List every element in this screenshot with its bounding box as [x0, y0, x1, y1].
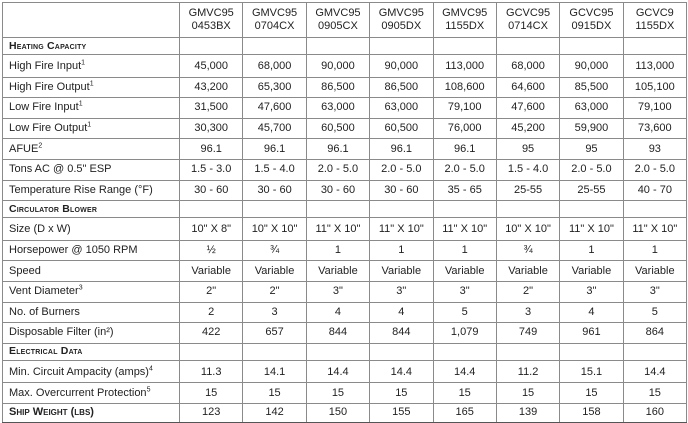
table-row [3, 360, 687, 383]
value-cell: 14.4 [433, 360, 496, 383]
table-row [3, 118, 687, 139]
section-header-cell [180, 343, 243, 360]
value-cell: 2" [180, 281, 243, 302]
value-cell: 3 [496, 302, 559, 323]
value-cell: 11" X 10" [433, 218, 496, 241]
value-cell: 1.5 - 4.0 [243, 159, 306, 180]
value-cell: Variable [560, 261, 623, 282]
value-cell: 5 [623, 302, 686, 323]
row-label-cell [3, 118, 180, 139]
value-cell: 15 [243, 383, 306, 404]
section-header-cell [370, 38, 433, 55]
table-row [3, 281, 687, 302]
row-label-cell [3, 323, 180, 344]
section-header-cell [306, 38, 369, 55]
value-cell: 47,600 [243, 98, 306, 119]
value-cell: 85,500 [560, 77, 623, 98]
value-cell: 96.1 [243, 139, 306, 160]
footnote-marker: 5 [146, 385, 151, 393]
row-label: Tons AC @ 0.5" ESP [9, 163, 112, 176]
value-cell: 4 [306, 302, 369, 323]
value-cell: 2" [243, 281, 306, 302]
value-cell: 79,100 [433, 98, 496, 119]
value-cell: 31,500 [180, 98, 243, 119]
value-cell: 10" X 10" [243, 218, 306, 241]
value-cell: 2.0 - 5.0 [370, 159, 433, 180]
table-row [3, 240, 687, 261]
value-cell: 3 [243, 302, 306, 323]
value-cell: 5 [433, 302, 496, 323]
value-cell: 15 [306, 383, 369, 404]
ship-weight-label: Ship Weight (lbs) [3, 403, 180, 422]
section-header-cell [623, 38, 686, 55]
value-cell: 3" [433, 281, 496, 302]
table-row [3, 77, 687, 98]
row-label: Temperature Rise Range (°F) [9, 183, 153, 196]
value-cell: 1,079 [433, 323, 496, 344]
value-cell: 15.1 [560, 360, 623, 383]
footnote-marker: 3 [78, 284, 83, 292]
value-cell: Variable [180, 261, 243, 282]
value-cell: 96.1 [370, 139, 433, 160]
model-header: GMVC95 1155DX [433, 3, 496, 38]
value-cell: 15 [433, 383, 496, 404]
row-label-cell [3, 302, 180, 323]
value-cell: 47,600 [496, 98, 559, 119]
specifications-table [2, 2, 687, 423]
row-label: Horsepower @ 1050 RPM [9, 244, 138, 257]
section-header-cell [370, 343, 433, 360]
row-label-cell [3, 383, 180, 404]
value-cell: 3" [370, 281, 433, 302]
value-cell: 844 [306, 323, 369, 344]
value-cell: 422 [180, 323, 243, 344]
value-cell: 11.3 [180, 360, 243, 383]
table-row [3, 261, 687, 282]
value-cell: 844 [370, 323, 433, 344]
section-header-row [3, 343, 687, 360]
value-cell: 10" X 8" [180, 218, 243, 241]
value-cell: Variable [306, 261, 369, 282]
ship-weight-value: 123 [180, 403, 243, 422]
value-cell: 4 [370, 302, 433, 323]
value-cell: 11" X 10" [306, 218, 369, 241]
value-cell: 15 [180, 383, 243, 404]
value-cell: 14.4 [623, 360, 686, 383]
value-cell: 1 [370, 240, 433, 261]
value-cell: ¾ [243, 240, 306, 261]
value-cell: 4 [560, 302, 623, 323]
value-cell: 113,000 [623, 55, 686, 78]
row-label-cell [3, 261, 180, 282]
value-cell: 25-55 [496, 180, 559, 201]
value-cell: 96.1 [180, 139, 243, 160]
value-cell: 14.4 [370, 360, 433, 383]
value-cell: 30 - 60 [180, 180, 243, 201]
value-cell: 864 [623, 323, 686, 344]
section-header-row [3, 38, 687, 55]
value-cell: 45,000 [180, 55, 243, 78]
footnote-marker: 1 [89, 80, 94, 88]
section-header-cell [243, 38, 306, 55]
value-cell: 2 [180, 302, 243, 323]
model-header: GCVC9 1155DX [623, 3, 686, 38]
footnote-marker: 1 [87, 121, 92, 129]
table-row [3, 139, 687, 160]
ship-weight-value: 155 [370, 403, 433, 422]
model-header: GMVC95 0453BX [180, 3, 243, 38]
value-cell: 30 - 60 [306, 180, 369, 201]
value-cell: 30 - 60 [243, 180, 306, 201]
value-cell: 73,600 [623, 118, 686, 139]
value-cell: 15 [560, 383, 623, 404]
table-row [3, 323, 687, 344]
table-row [3, 302, 687, 323]
value-cell: 45,200 [496, 118, 559, 139]
row-label: Vent Diameter [9, 285, 79, 298]
value-cell: 2.0 - 5.0 [560, 159, 623, 180]
model-header: GCVC95 0915DX [560, 3, 623, 38]
section-header-cell [623, 343, 686, 360]
value-cell: 76,000 [433, 118, 496, 139]
section-title: Heating Capacity [3, 38, 180, 55]
value-cell: Variable [496, 261, 559, 282]
row-label: Max. Overcurrent Protection [9, 386, 147, 399]
value-cell: Variable [433, 261, 496, 282]
value-cell: Variable [243, 261, 306, 282]
value-cell: 35 - 65 [433, 180, 496, 201]
value-cell: 2.0 - 5.0 [306, 159, 369, 180]
ship-weight-value: 158 [560, 403, 623, 422]
value-cell: Variable [623, 261, 686, 282]
section-header-cell [496, 201, 559, 218]
value-cell: 86,500 [306, 77, 369, 98]
value-cell: 96.1 [433, 139, 496, 160]
value-cell: 11.2 [496, 360, 559, 383]
model-header: GMVC95 0905CX [306, 3, 369, 38]
value-cell: 14.4 [306, 360, 369, 383]
row-label-cell [3, 159, 180, 180]
section-title: Circulator Blower [3, 201, 180, 218]
value-cell: 95 [560, 139, 623, 160]
value-cell: 60,500 [370, 118, 433, 139]
value-cell: 2" [496, 281, 559, 302]
row-label: Low Fire Output [9, 122, 88, 135]
value-cell: 68,000 [496, 55, 559, 78]
value-cell: 11" X 10" [370, 218, 433, 241]
value-cell: 15 [496, 383, 559, 404]
row-label-cell [3, 240, 180, 261]
section-header-cell [306, 343, 369, 360]
section-header-cell [623, 201, 686, 218]
value-cell: 40 - 70 [623, 180, 686, 201]
section-header-row [3, 201, 687, 218]
value-cell: 1.5 - 4.0 [496, 159, 559, 180]
row-label: No. of Burners [9, 305, 80, 318]
value-cell: 59,900 [560, 118, 623, 139]
value-cell: 1 [306, 240, 369, 261]
row-label: AFUE [9, 142, 39, 155]
value-cell: 65,300 [243, 77, 306, 98]
model-header: GCVC95 0714CX [496, 3, 559, 38]
row-label-cell [3, 98, 180, 119]
ship-weight-value: 142 [243, 403, 306, 422]
section-header-cell [306, 201, 369, 218]
table-row [3, 159, 687, 180]
row-label: High Fire Output [9, 80, 90, 93]
value-cell: 2.0 - 5.0 [433, 159, 496, 180]
value-cell: 90,000 [370, 55, 433, 78]
model-header-row [3, 3, 687, 38]
value-cell: 96.1 [306, 139, 369, 160]
section-header-cell [243, 201, 306, 218]
section-header-cell [433, 343, 496, 360]
row-label: Min. Circuit Ampacity (amps) [9, 366, 149, 379]
row-label-cell [3, 360, 180, 383]
value-cell: 657 [243, 323, 306, 344]
value-cell: 1.5 - 3.0 [180, 159, 243, 180]
row-label: Low Fire Input [9, 101, 79, 114]
header-blank-cell [3, 3, 180, 38]
value-cell: 30 - 60 [370, 180, 433, 201]
model-header: GMVC95 0704CX [243, 3, 306, 38]
value-cell: ¾ [496, 240, 559, 261]
value-cell: 14.1 [243, 360, 306, 383]
value-cell: 45,700 [243, 118, 306, 139]
value-cell: 1 [433, 240, 496, 261]
row-label-cell [3, 218, 180, 241]
value-cell: 105,100 [623, 77, 686, 98]
section-header-cell [560, 38, 623, 55]
value-cell: 25-55 [560, 180, 623, 201]
value-cell: 63,000 [306, 98, 369, 119]
footnote-marker: 4 [148, 365, 153, 373]
section-header-cell [560, 343, 623, 360]
value-cell: 86,500 [370, 77, 433, 98]
section-header-cell [433, 201, 496, 218]
row-label: Speed [9, 264, 41, 277]
value-cell: 63,000 [370, 98, 433, 119]
value-cell: 93 [623, 139, 686, 160]
spec-body [3, 38, 687, 423]
table-row [3, 98, 687, 119]
value-cell: 3" [306, 281, 369, 302]
value-cell: 3" [623, 281, 686, 302]
row-label-cell [3, 55, 180, 78]
value-cell: 11" X 10" [560, 218, 623, 241]
value-cell: 43,200 [180, 77, 243, 98]
model-header: GMVC95 0905DX [370, 3, 433, 38]
section-header-cell [496, 343, 559, 360]
row-label: High Fire Input [9, 60, 82, 73]
value-cell: 1 [623, 240, 686, 261]
row-label-cell [3, 180, 180, 201]
ship-weight-value: 139 [496, 403, 559, 422]
row-label-cell [3, 139, 180, 160]
section-header-cell [370, 201, 433, 218]
section-header-cell [560, 201, 623, 218]
ship-weight-value: 165 [433, 403, 496, 422]
value-cell: 108,600 [433, 77, 496, 98]
value-cell: 90,000 [306, 55, 369, 78]
ship-weight-value: 160 [623, 403, 686, 422]
value-cell: 95 [496, 139, 559, 160]
footnote-marker: 1 [81, 59, 86, 67]
value-cell: 90,000 [560, 55, 623, 78]
value-cell: 15 [623, 383, 686, 404]
section-header-cell [180, 38, 243, 55]
value-cell: 15 [370, 383, 433, 404]
value-cell: 64,600 [496, 77, 559, 98]
value-cell: 2.0 - 5.0 [623, 159, 686, 180]
table-row [3, 55, 687, 78]
section-header-cell [180, 201, 243, 218]
value-cell: 1 [560, 240, 623, 261]
section-header-cell [243, 343, 306, 360]
value-cell: 961 [560, 323, 623, 344]
row-label: Size (D x W) [9, 223, 71, 236]
ship-weight-value: 150 [306, 403, 369, 422]
table-row [3, 180, 687, 201]
section-title: Electrical Data [3, 343, 180, 360]
value-cell: 11" X 10" [623, 218, 686, 241]
table-row [3, 383, 687, 404]
row-label-cell [3, 77, 180, 98]
row-label: Disposable Filter (in²) [9, 326, 114, 339]
section-header-cell [433, 38, 496, 55]
section-header-cell [496, 38, 559, 55]
value-cell: 30,300 [180, 118, 243, 139]
value-cell: 3" [560, 281, 623, 302]
row-label-cell [3, 281, 180, 302]
value-cell: 749 [496, 323, 559, 344]
value-cell: 68,000 [243, 55, 306, 78]
value-cell: ½ [180, 240, 243, 261]
table-row [3, 218, 687, 241]
value-cell: 10" X 10" [496, 218, 559, 241]
footnote-marker: 2 [38, 142, 43, 150]
value-cell: 113,000 [433, 55, 496, 78]
value-cell: 79,100 [623, 98, 686, 119]
value-cell: Variable [370, 261, 433, 282]
footnote-marker: 1 [78, 100, 83, 108]
value-cell: 60,500 [306, 118, 369, 139]
value-cell: 63,000 [560, 98, 623, 119]
